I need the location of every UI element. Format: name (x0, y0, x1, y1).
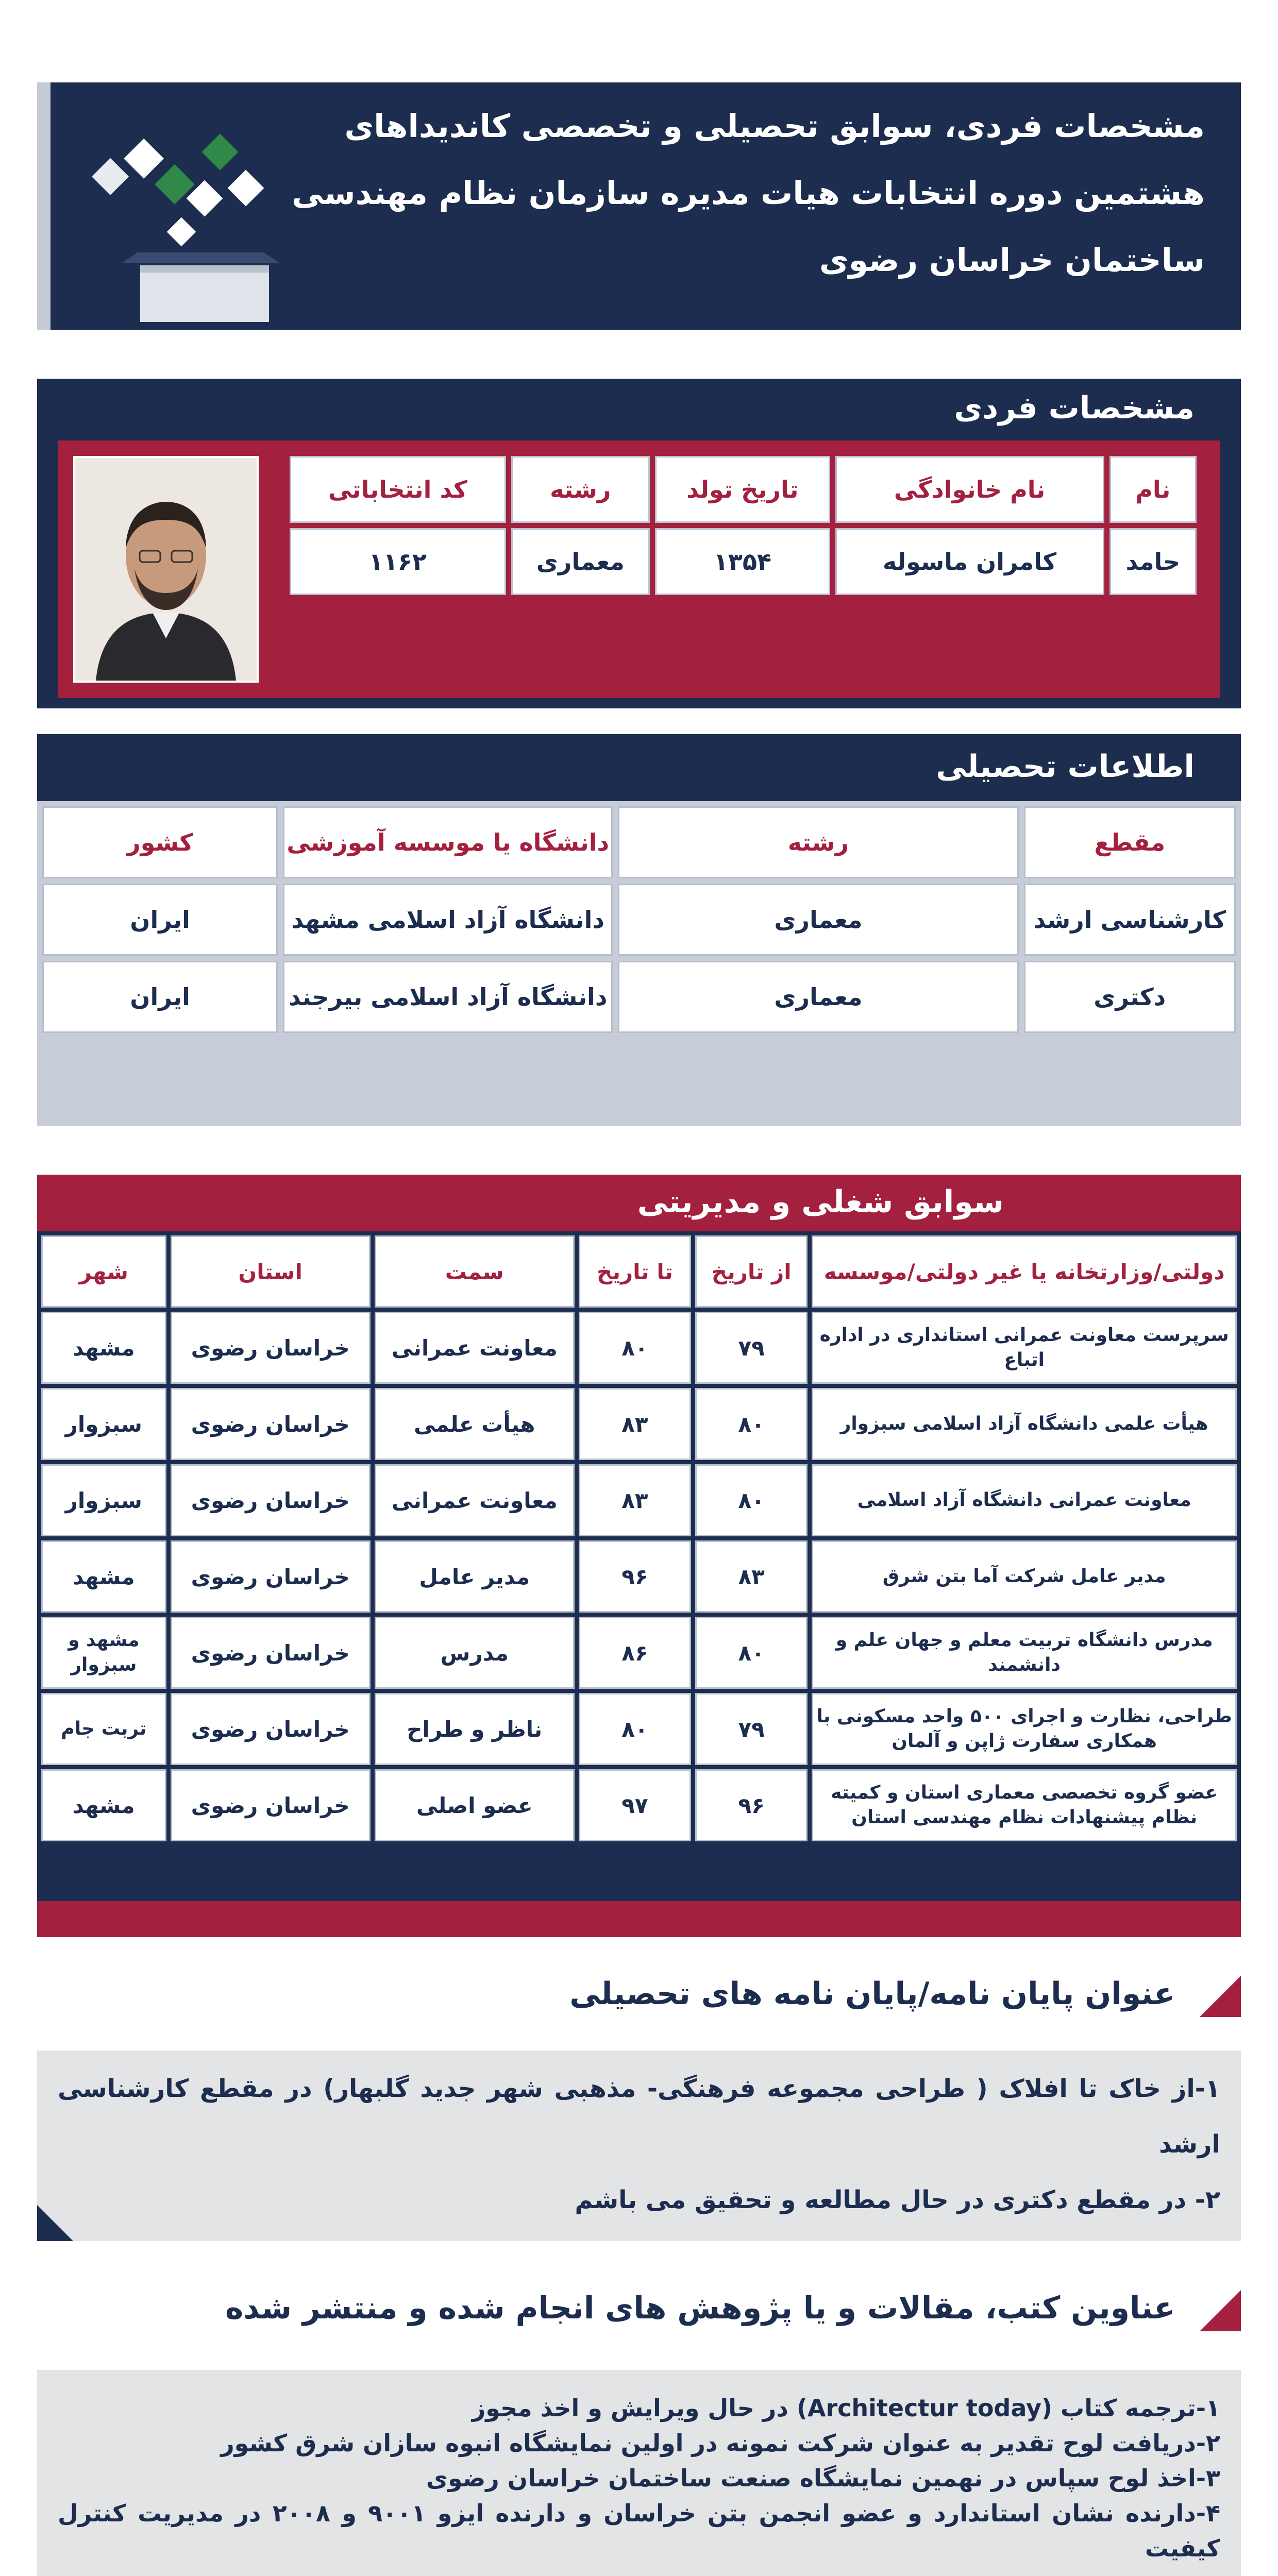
edu-cell: دانشگاه آزاد اسلامی بیرجند (283, 961, 613, 1033)
books-panel (37, 2370, 1241, 2576)
value-family: کامران ماسوله (835, 528, 1104, 595)
table-row (41, 1617, 1237, 1689)
edu-cell: معماری (618, 961, 1018, 1033)
work-cell: معاونت عمرانی (375, 1312, 575, 1384)
work-cell: ۸۳ (695, 1540, 808, 1613)
work-cell: هیأت علمی دانشگاه آزاد اسلامی سبزوار (812, 1388, 1237, 1460)
work-cell: سبزوار (41, 1388, 166, 1460)
thesis-panel (37, 2050, 1241, 2241)
edu-cell: ایران (42, 884, 278, 956)
work-cell: ۸۳ (579, 1464, 691, 1536)
edu-cell: دانشگاه آزاد اسلامی مشهد (283, 884, 613, 956)
header-cell-birth: تاریخ تولد (655, 456, 830, 523)
work-cell: معاونت عمرانی دانشگاه آزاد اسلامی (812, 1464, 1237, 1536)
work-cell: ۸۳ (579, 1388, 691, 1460)
header-title-line3: ساختمان خراسان رضوی (819, 241, 1205, 279)
books-title: عناوین کتب، مقالات و یا پژوهش های انجام شده و منتشر شده (225, 2290, 1175, 2326)
table-row (41, 1388, 1237, 1460)
header-cell-city: شهر (41, 1235, 166, 1308)
work-cell: مشهد (41, 1312, 166, 1384)
work-cell: ۸۰ (579, 1312, 691, 1384)
work-cell: خراسان رضوی (171, 1693, 371, 1765)
work-cell: هیأت علمی (375, 1388, 575, 1460)
header-cell-country: کشور (42, 806, 278, 878)
table-row (41, 1312, 1237, 1384)
edu-cell: ایران (42, 961, 278, 1033)
table-row (42, 884, 1236, 956)
personal-header-row (290, 456, 1197, 523)
corner-triangle (37, 2205, 73, 2241)
edu-cell: دکتری (1024, 961, 1236, 1033)
header-cell-from: از تاریخ (695, 1235, 808, 1308)
work-cell: ناظر و طراح (375, 1693, 575, 1765)
work-cell: مدرس (375, 1617, 575, 1689)
table-row (41, 1693, 1237, 1765)
edu-cell: معماری (618, 884, 1018, 956)
education-table (37, 801, 1241, 1038)
header-cell-org: دولتی/وزارتخانه یا غیر دولتی/موسسه (812, 1235, 1237, 1308)
work-cell: خراسان رضوی (171, 1312, 371, 1384)
table-row (41, 1769, 1237, 1841)
work-cell: ۸۶ (579, 1617, 691, 1689)
work-panel (37, 1231, 1241, 1901)
work-cell: ۹۷ (579, 1769, 691, 1841)
work-cell: مشهد (41, 1769, 166, 1841)
thesis-line2: ۲- در مقطع دکتری در حال مطالعه و تحقیق می باشم (575, 2185, 1220, 2214)
header-banner (37, 82, 1241, 330)
work-cell: مشهد (41, 1540, 166, 1613)
education-section (37, 734, 1241, 1126)
work-cell: عضو گروه تخصصی معماری استان و کمیته نظام پیشنهادات نظام مهندسی استان (812, 1769, 1237, 1841)
header-cell-province: استان (171, 1235, 371, 1308)
list-item: ۴-دارنده نشان استاندارد و عضو انجمن بتن خراسان و دارنده ایزو ۹۰۰۱ و ۲۰۰۸ در مدیریت کنترل کیفیت (58, 2499, 1221, 2562)
value-birth: ۱۳۵۴ (655, 528, 830, 595)
work-cell: ۹۶ (695, 1769, 808, 1841)
work-cell: مشهد و سبزوار (41, 1617, 166, 1689)
personal-value-row (290, 528, 1197, 595)
work-cell: مدرس دانشگاه تربیت معلم و جهان علم و دانشمند (812, 1617, 1237, 1689)
personal-table (284, 451, 1202, 600)
work-cell: طراحی، نظارت و اجرای ۵۰۰ واحد مسکونی با همکاری سفارت ژاپن و آلمان (812, 1693, 1237, 1765)
header-cell-family: نام خانوادگی (835, 456, 1104, 523)
work-cell: خراسان رضوی (171, 1617, 371, 1689)
work-history-section (37, 1175, 1241, 1937)
work-cell: ۸۰ (695, 1617, 808, 1689)
work-cell: خراسان رضوی (171, 1388, 371, 1460)
work-cell: سبزوار (41, 1464, 166, 1536)
list-item: ۳-اخذ لوح سپاس در نهمین نمایشگاه صنعت ساختمان خراسان رضوی (426, 2464, 1220, 2492)
work-cell: خراسان رضوی (171, 1769, 371, 1841)
work-cell: مدیر عامل شرکت آما بتن شرق (812, 1540, 1237, 1613)
list-item: ۲-دریافت لوح تقدیر به عنوان شرکت نمونه در اولین نمایشگاه انبوه سازان شرق کشور (221, 2429, 1220, 2457)
thesis-title: عنوان پایان نامه/پایان نامه های تحصیلی (569, 1976, 1175, 2012)
work-cell: ۷۹ (695, 1693, 808, 1765)
personal-panel (58, 440, 1220, 698)
books-list (58, 2391, 1220, 2566)
work-cell: تربت جام (41, 1693, 166, 1765)
candidate-photo (73, 456, 259, 683)
education-title: اطلاعات تحصیلی (936, 749, 1195, 785)
work-cell: عضو اصلی (375, 1769, 575, 1841)
work-cell: ۸۰ (579, 1693, 691, 1765)
value-code: ۱۱۶۲ (290, 528, 506, 595)
header-cell-major: رشته (618, 806, 1018, 878)
table-row (42, 961, 1236, 1033)
education-panel (37, 801, 1241, 1126)
header-title-line2: هشتمین دوره انتخابات هیات مدیره سازمان نظام مهندسی (291, 174, 1205, 212)
personal-title: مشخصات فردی (954, 390, 1195, 426)
header-cell-name: نام (1109, 456, 1197, 523)
work-cell: مدیر عامل (375, 1540, 575, 1613)
thesis-text (58, 2061, 1220, 2228)
work-title: سوابق شغلی و مدیریتی (637, 1184, 1004, 1220)
value-name: حامد (1109, 528, 1197, 595)
work-cell: معاونت عمرانی (375, 1464, 575, 1536)
thesis-line1: ۱-از خاک تا افلاک ( طراحی مجموعه فرهنگی- مذهبی شهر جدید گلبهار) در مقطع کارشناسی ارشد (58, 2074, 1220, 2159)
header-titles (291, 93, 1205, 294)
header-cell-university: دانشگاه یا موسسه آموزشی (283, 806, 613, 878)
header-title-line1: مشخصات فردی، سوابق تحصیلی و تخصصی کاندیداهای (344, 107, 1205, 145)
edu-cell: کارشناسی ارشد (1024, 884, 1236, 956)
header-cell-field: رشته (511, 456, 650, 523)
table-row (41, 1464, 1237, 1536)
header-cell-role: سمت (375, 1235, 575, 1308)
list-item: ۱-ترجمه کتاب (Architectur today) در حال ویرایش و اخذ مجوز (472, 2394, 1220, 2422)
work-cell: ۸۰ (695, 1464, 808, 1536)
education-header-row (42, 806, 1236, 878)
thesis-accent-triangle (1200, 1976, 1241, 2017)
header-cell-code: کد انتخاباتی (290, 456, 506, 523)
work-cell: خراسان رضوی (171, 1540, 371, 1613)
books-accent-triangle (1200, 2290, 1241, 2331)
work-header-row (41, 1235, 1237, 1308)
work-cell: ۸۰ (695, 1388, 808, 1460)
work-cell: ۹۶ (579, 1540, 691, 1613)
personal-info-section (37, 379, 1241, 708)
work-cell: سرپرست معاونت عمرانی استانداری در اداره اتباع (812, 1312, 1237, 1384)
header-cell-to: تا تاریخ (579, 1235, 691, 1308)
value-field: معماری (511, 528, 650, 595)
header-cell-degree: مقطع (1024, 806, 1236, 878)
work-cell: خراسان رضوی (171, 1464, 371, 1536)
work-table (37, 1231, 1241, 1845)
work-cell: ۷۹ (695, 1312, 808, 1384)
table-row (41, 1540, 1237, 1613)
person-portrait-icon (75, 458, 257, 681)
